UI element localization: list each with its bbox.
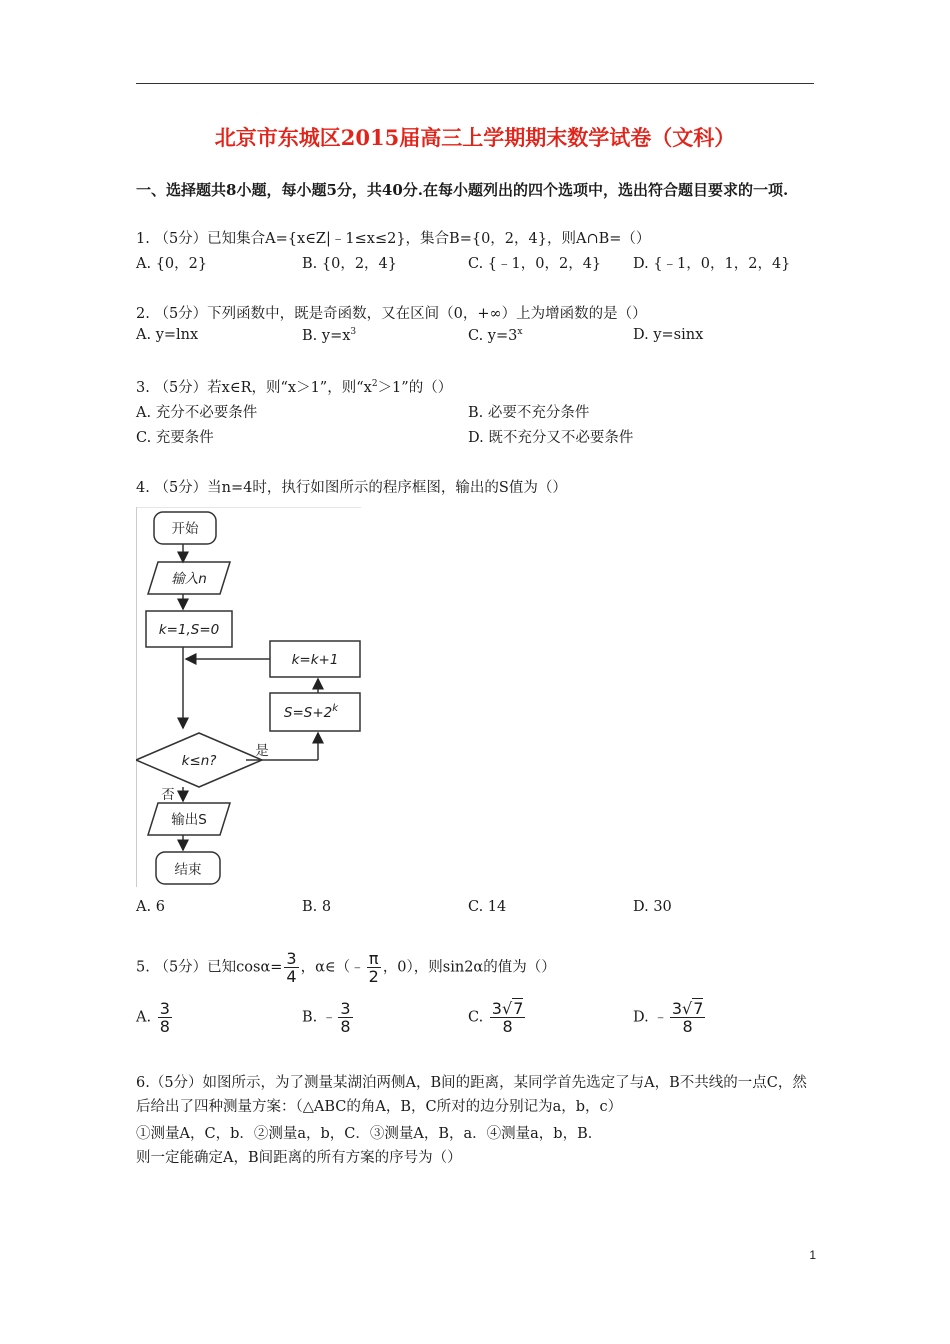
q1-stem: 1. （5分）已知集合A={x∈Z|﹣1≤x≤2}，集合B={0，2，4}，则A∩B=（） <box>136 231 651 247</box>
q4-option-b: B. 8 <box>302 899 332 915</box>
q6-stem: 6.（5分）如图所示，为了测量某湖泊两侧A，B间的距离，某同学首先选定了与A，B不共线的一点C，然后给出了四种测量方案：（△ABC的角A，B，C所对的边分别记为a，b，c） <box>136 1075 807 1115</box>
flow-start-label: 开始 <box>171 521 199 537</box>
q3-stem: 3. （5分）若x∈R，则“x＞1”，则“$x^2>1$”的（） <box>136 379 453 396</box>
q4-option-a: A. 6 <box>136 899 165 915</box>
q4-option-d: D. 30 <box>633 899 672 915</box>
q6-schemes: ①测量A，C，b．②测量a，b，C．③测量A，B，a．④测量a，b，B． <box>136 1126 603 1142</box>
flow-yes-label: 是 <box>255 743 269 759</box>
q6-question: 则一定能确定A，B间距离的所有方案的序号为（） <box>136 1150 462 1166</box>
page-number: 1 <box>809 1248 816 1262</box>
flowchart <box>136 507 362 887</box>
q1-option-d: D. {﹣1，0，1，2，4} <box>633 256 791 272</box>
flow-end-label: 结束 <box>174 862 202 878</box>
q5-option-b: B. ﹣ $\frac{3}{8}$ <box>302 999 351 1036</box>
flow-condition-label: k≤n? <box>181 753 217 769</box>
q2-option-c: C. $y=3^x$ <box>468 327 523 344</box>
q5-stem: 5. （5分）已知cosα= $\frac{3}{4}$ ，α∈（﹣ $\frac{\pi}{2}$ ，0），则sin2α的值为（） <box>136 949 556 986</box>
flow-update-k-label: k=k+1 <box>291 652 339 668</box>
q2-option-a: A. y=lnx <box>136 327 199 343</box>
q3-option-b: B. 必要不充分条件 <box>468 405 590 421</box>
pi-fraction: $\frac{\pi}{2}$ <box>368 949 379 986</box>
q1-option-c: C. {﹣1，0，2，4} <box>468 256 602 272</box>
page-title: 北京市东城区2015届高三上学期期末数学试卷（文科） <box>214 125 736 150</box>
q1-option-a: A. {0，2} <box>136 256 208 272</box>
section-heading: 一、选择题共8小题，每小题5分，共40分.在每小题列出的四个选项中，选出符合题目要求的一项. <box>136 181 789 199</box>
flow-update-s-label: $S=S+2^k$ <box>283 703 339 721</box>
flow-init-label: k=1,S=0 <box>158 622 220 638</box>
q5-option-a: A. $\frac{3}{8}$ <box>136 999 170 1036</box>
flow-output-label: 输出S <box>171 812 207 828</box>
q4-option-c: C. 14 <box>468 899 507 915</box>
q5-option-c: C. $\frac{3√7}{8}$ <box>468 999 524 1036</box>
q2-option-b: B. $y=x^3$ <box>302 327 357 344</box>
q3-option-a: A. 充分不必要条件 <box>136 405 258 421</box>
flow-no-label: 否 <box>161 787 175 803</box>
q2-stem: 2. （5分）下列函数中，既是奇函数，又在区间（0，+∞）上为增函数的是（） <box>136 306 647 322</box>
q5-option-d: D. ﹣ $\frac{3√7}{8}$ <box>633 999 704 1036</box>
flow-input-label: 输入n <box>171 571 207 587</box>
q1-option-b: B. {0，2，4} <box>302 256 398 272</box>
q4-stem: 4. （5分）当n=4时，执行如图所示的程序框图，输出的S值为（） <box>136 480 567 496</box>
cos-fraction: $\frac{3}{4}$ <box>286 949 297 986</box>
q2-option-d: D. y=sinx <box>633 327 704 343</box>
q3-option-c: C. 充要条件 <box>136 430 214 446</box>
q3-option-d: D. 既不充分又不必要条件 <box>468 430 634 446</box>
header-rule <box>136 83 814 84</box>
